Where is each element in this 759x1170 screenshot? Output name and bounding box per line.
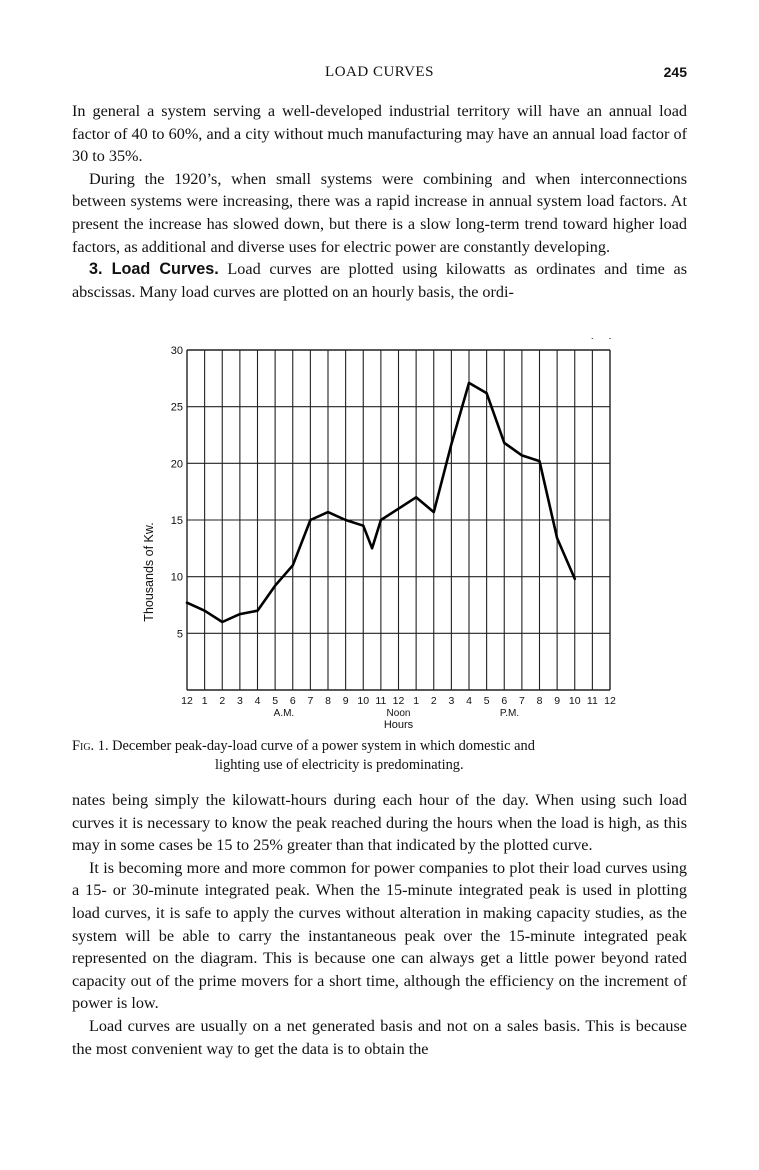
paragraph-4: nates being simply the kilowatt-hours during each hour of the day. When using such load curves it is necessary to know the peak reached during the hours when the load is high, as this may in some cases be 15 to 25% greater than that indicated by the plotted curve. <box>72 791 687 855</box>
x-tick-label: 11 <box>586 695 598 707</box>
section-heading: 3. Load Curves. <box>89 260 219 279</box>
load-curve-point <box>592 338 594 339</box>
page-header <box>72 64 687 86</box>
caption-line-2: lighting use of electricity is predominating. <box>215 757 464 773</box>
load-curve-point <box>362 525 364 527</box>
load-curve-point <box>556 537 558 539</box>
y-tick-label: 30 <box>170 345 183 357</box>
x-tick-label: 7 <box>518 695 525 707</box>
load-curve-point <box>539 460 541 462</box>
paragraph-1: In general a system serving a well-developed industrial territory will have an annual load factor of 40 to 60%, and a city without much manufacturing may have an annual load factor of 30 to 35%. <box>72 102 687 166</box>
load-curve-point <box>468 382 470 384</box>
load-curve-point <box>486 392 488 394</box>
x-tick-label: 4 <box>254 695 261 707</box>
x-tick-label: 1 <box>413 695 420 707</box>
x-tick-label: 1 <box>201 695 208 707</box>
load-curve-point <box>310 519 312 521</box>
x-tick-label: 7 <box>307 695 314 707</box>
load-curve-point <box>574 578 576 580</box>
x-tick-label: 12 <box>181 695 193 707</box>
x-tick-label: 11 <box>375 695 387 707</box>
load-curve-point <box>371 548 373 550</box>
x-tick-label: 5 <box>483 695 490 707</box>
y-tick-label: 20 <box>170 458 183 471</box>
x-tick-label: 12 <box>392 695 405 707</box>
load-curve-point <box>380 519 382 521</box>
y-tick-label: 10 <box>170 571 183 584</box>
load-curve-point <box>609 338 611 339</box>
x-tick-label: 3 <box>448 695 455 707</box>
paragraph-section-3 <box>72 258 687 303</box>
x-tick-label: 2 <box>430 695 437 707</box>
section-text: Load curves are plotted using kilowatts as ordinates and time as abscissas. Many load curves are plotted on an hourly basis, the ordi- <box>72 260 687 301</box>
x-tick-label: 10 <box>568 695 581 707</box>
x-group-label: P.M. <box>499 708 520 719</box>
x-tick-label: 2 <box>219 695 226 707</box>
load-curve-point <box>398 508 400 510</box>
load-curve-point <box>345 519 347 521</box>
load-curve-point <box>204 610 206 612</box>
y-tick-label: 25 <box>170 401 183 414</box>
load-curve-point <box>521 455 523 457</box>
y-tick-label: 5 <box>176 628 183 641</box>
y-tick-label: 15 <box>170 515 183 527</box>
x-group-label: Noon <box>386 708 411 719</box>
load-curve-point <box>186 602 188 604</box>
running-title: LOAD CURVES <box>325 64 434 80</box>
load-curve-point <box>451 443 453 445</box>
x-axis-label: Hours <box>383 719 414 731</box>
caption-line-1: December peak-day-load curve of a power system in which domestic and <box>112 738 535 754</box>
paragraph-6: Load curves are usually on a net generated basis and not on a sales basis. This is because the most convenient way to get the data is to obtain the <box>72 1016 687 1058</box>
x-tick-label: 10 <box>357 695 370 707</box>
x-tick-label: 5 <box>272 695 279 707</box>
x-tick-label: 6 <box>289 695 296 707</box>
x-tick-label: 9 <box>554 695 561 707</box>
load-curve-point <box>292 565 294 567</box>
load-curve-point <box>503 442 505 444</box>
load-curve-point <box>221 621 223 623</box>
bottom-text-block <box>72 789 687 1060</box>
x-tick-label: 8 <box>325 695 331 707</box>
y-axis-label: Thousands of Kw. <box>142 522 156 622</box>
x-group-label: A.M. <box>273 708 295 719</box>
paragraph-5: It is becoming more and more common for power companies to plot their load curves using a 15- or 30-minute integrated peak. When the 15-minute integrated peak is used in plotting load curves, it is safe to apply the curves without alteration in making capacity studies, as the system will be able to carry the instantaneous peak over the 15-minute integrated peak represented on the diagram. This is because one can always get a little power beyond rated capacity out of the prime movers for a short time, although the efficiency on the increment of power is low. <box>72 858 687 1013</box>
x-tick-label: 12 <box>604 695 616 707</box>
x-tick-label: 3 <box>236 695 243 707</box>
x-tick-label: 6 <box>501 695 508 707</box>
figure-load-curve <box>0 338 759 783</box>
x-tick-label: 8 <box>536 695 543 707</box>
load-curve-point <box>327 511 329 513</box>
top-text-block <box>72 100 687 303</box>
load-curve-point <box>239 613 241 615</box>
load-curve-point <box>415 497 417 499</box>
load-curve-point <box>274 585 276 587</box>
load-curve-point <box>257 610 259 612</box>
page-number: 245 <box>663 64 687 80</box>
x-tick-label: 9 <box>342 695 349 707</box>
x-tick-label: 4 <box>466 695 472 707</box>
figure-caption <box>72 737 687 775</box>
load-curve-point <box>433 511 435 513</box>
figure-label: Fig. 1. <box>72 738 109 754</box>
paragraph-2: During the 1920’s, when small systems were combining and when interconnections between systems were increasing, there was a rapid increase in annual system load factors. At present the increase has slowed down, but there is a slow long-term trend toward higher load factors, as additional and diverse uses for electric power are constantly developing. <box>72 169 687 256</box>
load-curve-chart <box>0 338 759 738</box>
